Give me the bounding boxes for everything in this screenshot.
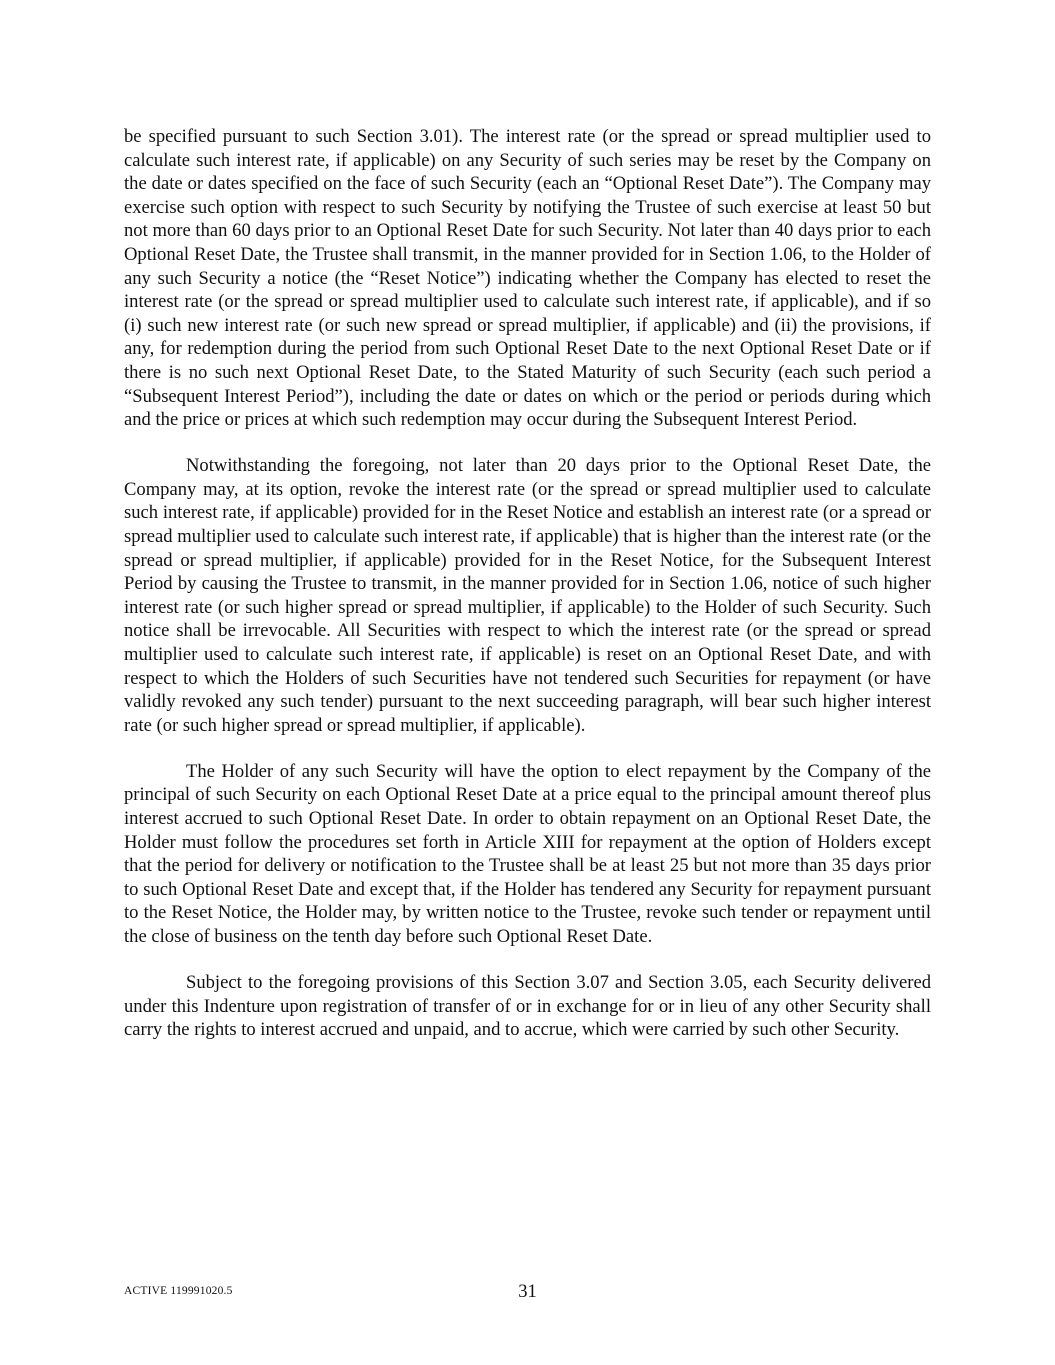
- paragraph-revocation: Notwithstanding the foregoing, not later than 20 days prior to the Optional Reset Date, the Company may, at its option, revoke the interest rate (or the spread or spread multiplier used to calculate such interest rate, if applicable) provided for in the Reset Notice and establish an interest rate (or a spread or spread multiplier used to calculate such interest rate, if applicable) that is higher than the interest rate (or the spread or spread multiplier, if applicable) provided for in the Reset Notice, for the Subsequent Interest Period by causing the Trustee to transmit, in the manner provided for in Section 1.06, notice of such higher interest rate (or such higher spread or spread multiplier, if applicable) to the Holder of such Security. Such notice shall be irrevocable. All Securities with respect to which the interest rate (or the spread or spread multiplier used to calculate such interest rate, if applicable) is reset on an Optional Reset Date, and with respect to which the Holders of such Securities have not tendered such Securities for repayment (or have validly revoked any such tender) pursuant to the next succeeding paragraph, will bear such higher interest rate (or such higher spread or spread multiplier, if applicable).: [124, 455, 931, 736]
- page-number: 31: [518, 1281, 537, 1302]
- paragraph-holder-repayment: The Holder of any such Security will have the option to elect repayment by the Company of the principal of such Security on each Optional Reset Date at a price equal to the principal amount thereof plus interest accrued to such Optional Reset Date. In order to obtain repayment on an Optional Reset Date, the Holder must follow the procedures set forth in Article XIII for repayment at the option of Holders except that the period for delivery or notification to the Trustee shall be at least 25 but not more than 35 days prior to such Optional Reset Date and except that, if the Holder has tendered any Security for repayment pursuant to the Reset Notice, the Holder may, by written notice to the Trustee, revoke such tender or repayment until the close of business on the tenth day before such Optional Reset Date.: [124, 760, 931, 947]
- footer-document-id: ACTIVE 119991020.5: [124, 1285, 233, 1297]
- document-body: [124, 125, 931, 1064]
- paragraph-continuation: be specified pursuant to such Section 3.01). The interest rate (or the spread or spread multiplier used to calculate such interest rate, if applicable) on any Security of such series may be reset by the Company on the date or dates specified on the face of such Security (each an “Optional Reset Date”). The Company may exercise such option with respect to such Security by notifying the Trustee of such exercise at least 50 but not more than 60 days prior to an Optional Reset Date for such Security. Not later than 40 days prior to each Optional Reset Date, the Trustee shall transmit, in the manner provided for in Section 1.06, to the Holder of any such Security a notice (the “Reset Notice”) indicating whether the Company has elected to reset the interest rate (or the spread or spread multiplier used to calculate such interest rate, if applicable), and if so (i) such new interest rate (or such new spread or spread multiplier, if applicable) and (ii) the provisions, if any, for redemption during the period from such Optional Reset Date to the next Optional Reset Date or if there is no such next Optional Reset Date, to the Stated Maturity of such Security (each such period a “Subsequent Interest Period”), including the date or dates on which or the period or periods during which and the price or prices at which such redemption may occur during the Subsequent Interest Period.: [124, 126, 931, 431]
- paragraph-rights-carried: Subject to the foregoing provisions of this Section 3.07 and Section 3.05, each Security delivered under this Indenture upon registration of transfer of or in exchange for or in lieu of any other Security shall carry the rights to interest accrued and unpaid, and to accrue, which were carried by such other Security.: [124, 972, 931, 1041]
